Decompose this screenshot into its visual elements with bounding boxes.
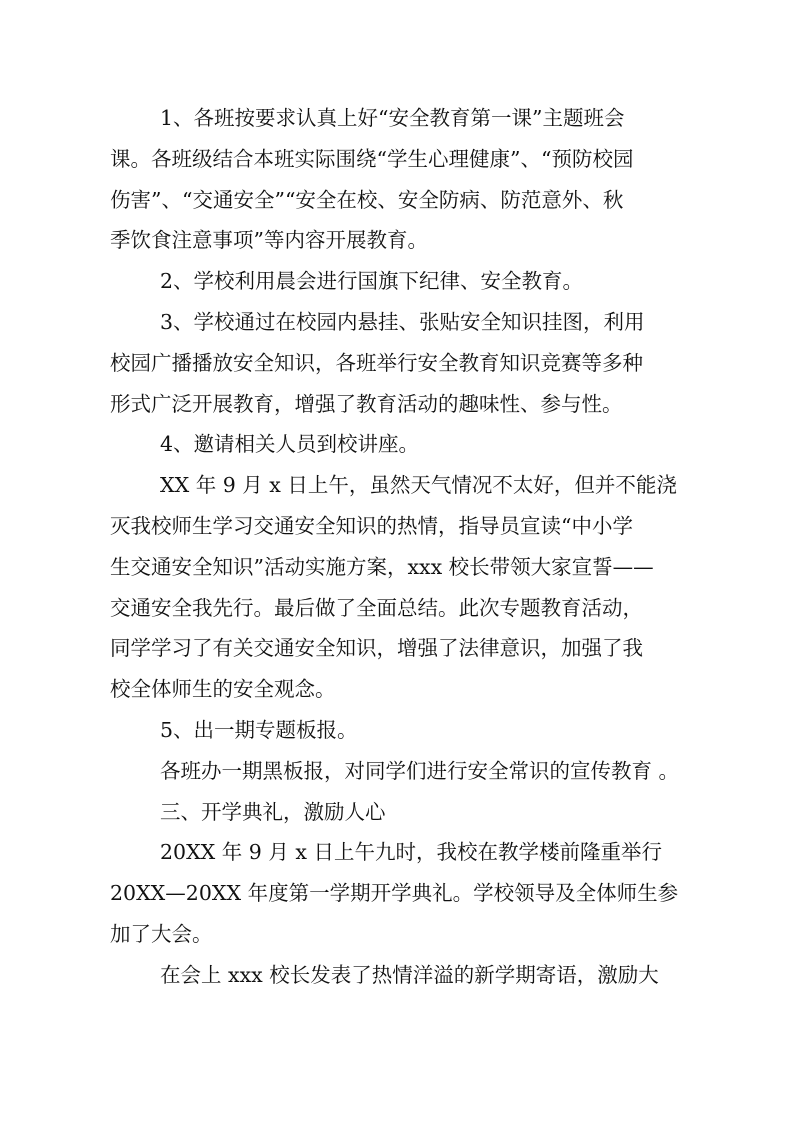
paragraph-line: 加了大会。 [110,921,213,946]
paragraph-line: 3、学校通过在校园内悬挂、张贴安全知识挂图，利用 [160,309,645,334]
paragraph-line: 交通安全我先行。最后做了全面总结。此次专题教育活动， [110,595,643,620]
paragraph-line: 伤害”、“交通安全”“安全在校、安全防病、防范意外、秋 [110,187,624,212]
paragraph-line: 课。各班级结合本班实际围绕“学生心理健康”、“预防校园 [110,146,634,171]
paragraph-line: XX 年 9 月 x 日上午，虽然天气情况不太好，但并不能浇 [160,473,677,498]
section-heading [110,792,686,833]
paragraph-line: 生交通安全知识”活动实施方案，xxx 校长带领大家宣誓—— [110,554,654,579]
paragraph-line: 各班办一期黑板报，对同学们进行安全常识的宣传教育 。 [160,758,680,783]
paragraph-line: 20XX 年 9 月 x 日上午九时，我校在教学楼前隆重举行 [160,840,662,865]
paragraph-5 [110,465,686,710]
paragraph-4 [110,424,686,465]
paragraph-line: 校全体师生的安全观念。 [110,677,336,702]
paragraph-line: 灭我校师生学习交通安全知识的热情，指导员宣读“中小学 [110,513,633,538]
paragraph-line: 20XX—20XX 年度第一学期开学典礼。学校领导及全体师生参 [110,881,679,906]
paragraph-1 [110,98,686,261]
paragraph-line: 1、各班按要求认真上好“安全教育第一课”主题班会 [160,106,625,130]
paragraph-10 [110,955,686,996]
paragraph-6 [110,710,686,751]
paragraph-3 [110,302,686,424]
paragraph-line: 季饮食注意事项”等内容开展教育。 [110,228,428,253]
document-body [110,98,686,996]
paragraph-line: 校园广播播放安全知识，各班举行安全教育知识竞赛等多种 [110,350,643,375]
heading-line: 三、开学典礼，激励人心 [160,799,386,824]
paragraph-2 [110,261,686,302]
paragraph-9 [110,832,686,954]
paragraph-line: 4、邀请相关人员到校讲座。 [160,432,420,457]
paragraph-line: 形式广泛开展教育，增强了教育活动的趣味性、参与性。 [110,391,623,416]
paragraph-line: 在会上 xxx 校长发表了热情洋溢的新学期寄语，激励大 [160,962,659,987]
paragraph-line: 2、学校利用晨会进行国旗下纪律、安全教育。 [160,269,584,294]
paragraph-line: 5、出一期专题板报。 [160,717,358,742]
paragraph-line: 同学学习了有关交通安全知识，增强了法律意识，加强了我 [110,636,643,661]
paragraph-7 [110,751,686,792]
